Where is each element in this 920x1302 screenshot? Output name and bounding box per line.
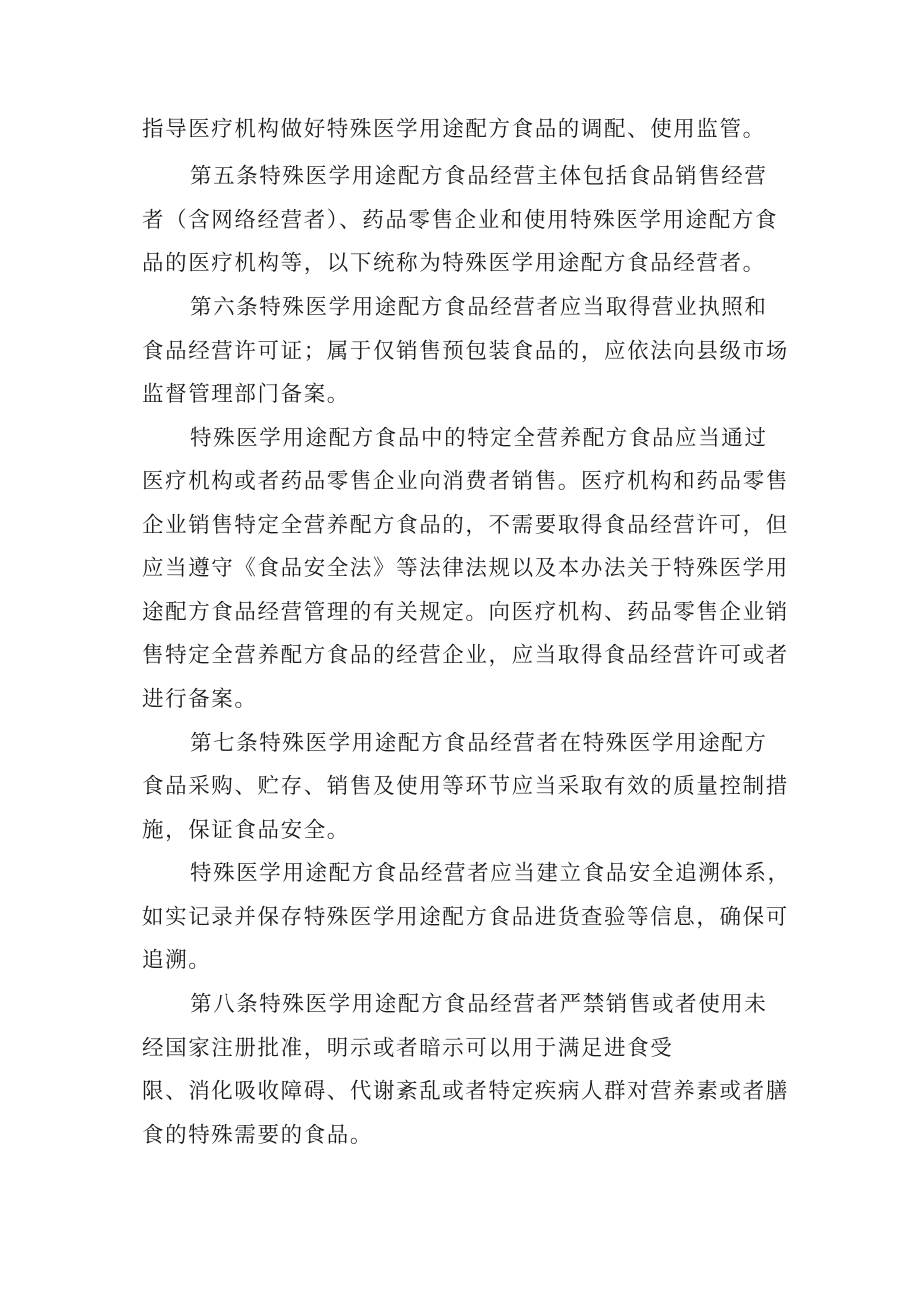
paragraph-start-line: 特殊医学用途配方食品中的特定全营养配方食品应当通过 — [190, 426, 768, 451]
text-line: 食品采购、贮存、销售及使用等环节应当采取有效的质量控制措 — [142, 774, 789, 799]
text-line: 限、消化吸收障碍、代谢紊乱或者特定疾病人群对营养素或者膳 — [142, 1079, 789, 1104]
text-line: 经国家注册批准，明示或者暗示可以用于满足进食受 — [142, 1036, 674, 1061]
text-line: 途配方食品经营管理的有关规定。向医疗机构、药品零售企业销 — [142, 600, 789, 625]
article-7-heading-line: 第七条特殊医学用途配方食品经营者在特殊医学用途配方 — [190, 731, 768, 756]
text-line: 施，保证食品安全。 — [142, 818, 350, 843]
text-line: 应当遵守《食品安全法》等法律法规以及本办法关于特殊医学用 — [142, 556, 789, 581]
text-line: 进行备案。 — [142, 687, 258, 712]
text-line: 指导医疗机构做好特殊医学用途配方食品的调配、使用监管。 — [142, 117, 766, 142]
text-line: 如实记录并保存特殊医学用途配方食品进货查验等信息，确保可 — [142, 905, 789, 930]
article-8-heading-line: 第八条特殊医学用途配方食品经营者严禁销售或者使用未 — [190, 992, 768, 1017]
article-5-heading-line: 第五条特殊医学用途配方食品经营主体包括食品销售经营 — [190, 164, 768, 189]
text-line: 食的特殊需要的食品。 — [142, 1123, 374, 1148]
text-line: 监督管理部门备案。 — [142, 382, 350, 407]
paragraph-start-line: 特殊医学用途配方食品经营者应当建立食品安全追溯体系， — [190, 861, 791, 886]
text-line: 食品经营许可证；属于仅销售预包装食品的，应依法向县级市场 — [142, 339, 789, 364]
text-line: 品的医疗机构等，以下统称为特殊医学用途配方食品经营者。 — [142, 251, 766, 276]
article-6-heading-line: 第六条特殊医学用途配方食品经营者应当取得营业执照和 — [190, 295, 768, 320]
text-line: 售特定全营养配方食品的经营企业，应当取得食品经营许可或者 — [142, 643, 789, 668]
text-line: 者（含网络经营者）、药品零售企业和使用特殊医学用途配方食 — [142, 208, 779, 233]
text-line: 医疗机构或者药品零售企业向消费者销售。医疗机构和药品零售 — [142, 469, 789, 494]
text-line: 追溯。 — [142, 948, 212, 973]
text-line: 企业销售特定全营养配方食品的，不需要取得食品经营许可，但 — [142, 513, 789, 538]
